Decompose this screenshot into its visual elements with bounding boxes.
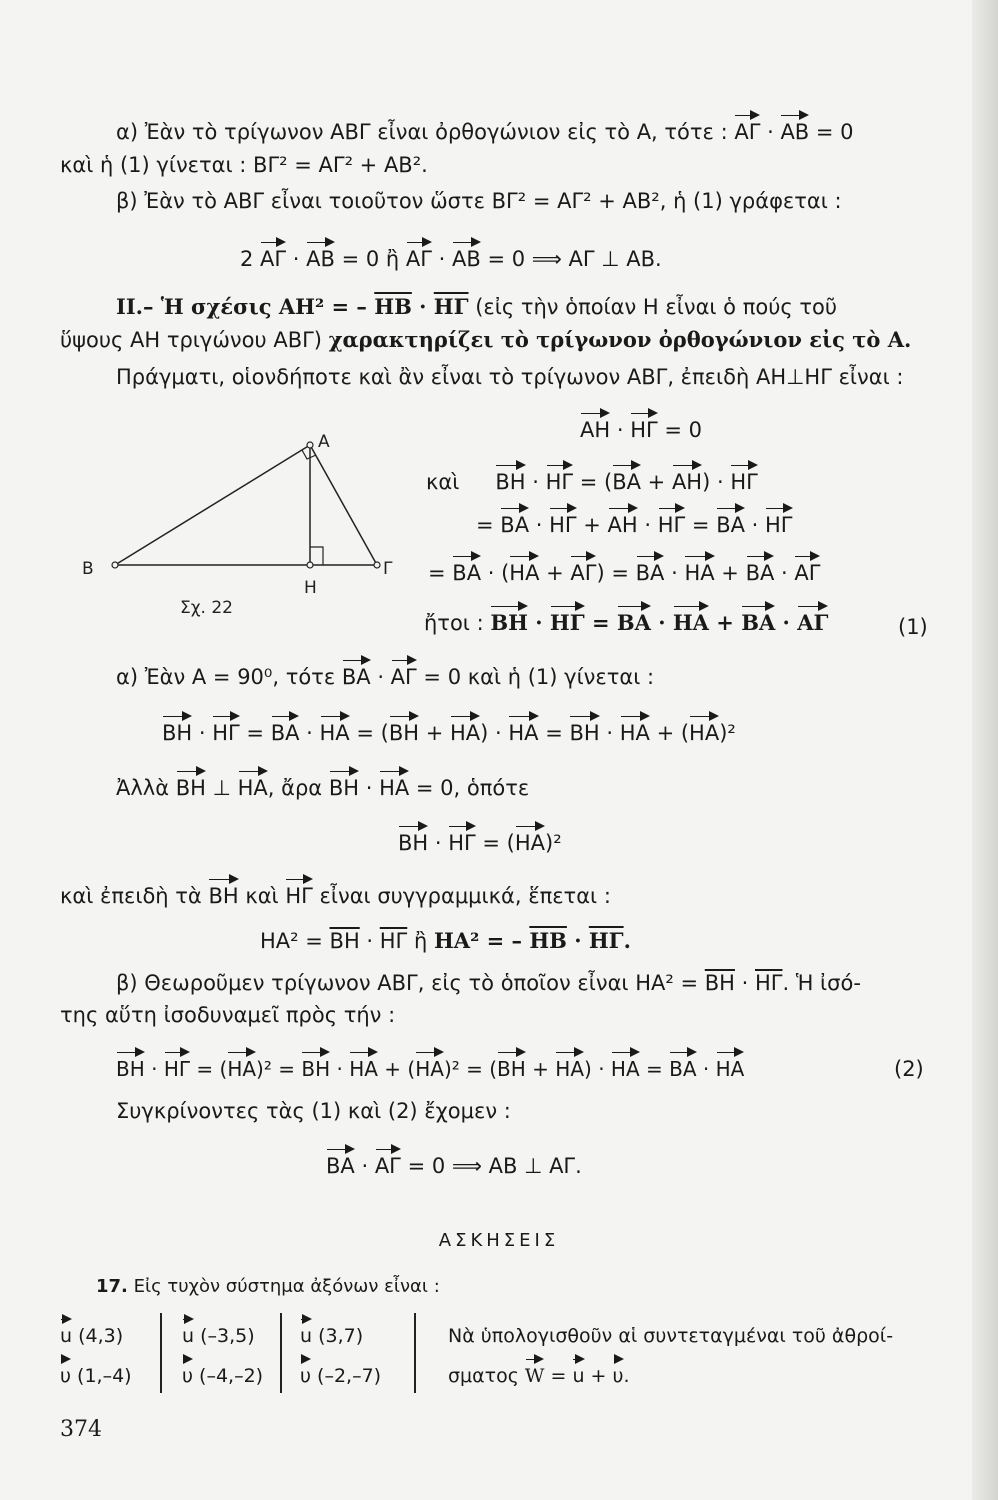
line-case-beta-2: της αὕτη ἰσοδυναμεῖ πρὸς τήν : — [60, 1003, 396, 1027]
line-alpha-2: καὶ ἡ (1) γίνεται : ΒΓ² = ΑΓ² + ΑΒ². — [60, 153, 428, 177]
section-ii-line-2: ὕψους ΑΗ τριγώνου ΑΒΓ) χαρακτηρίζει τὸ τρίγωνον ὀρθογώνιον εἰς τὸ Α. — [60, 327, 912, 352]
label-a: Α — [318, 432, 330, 452]
equation-3: = ΒΑ · ΗΓ + ΑΗ · ΗΓ = ΒΑ · ΗΓ — [476, 513, 793, 537]
line-but: Ἀλλὰ ΒΗ ⊥ ΗΑ, ἄρα ΒΗ · ΗΑ = 0, ὁπότε — [116, 776, 530, 800]
exercises-heading: ΑΣΚΗΣΕΙΣ — [438, 1230, 560, 1251]
page-number: 374 — [60, 1417, 102, 1442]
equation-5: ἤτοι : ΒΗ · ΗΓ = ΒΑ · ΗΑ + ΒΑ · ΑΓ — [424, 610, 829, 635]
point-h — [307, 562, 313, 568]
point-a — [307, 442, 313, 448]
col2-v: υ (–4,–2) — [182, 1365, 264, 1387]
figure-caption: Σχ. 22 — [180, 598, 234, 618]
column-divider-1 — [160, 1313, 162, 1393]
col3-u: u (3,7) — [300, 1325, 364, 1347]
section-ii-line-3: Πράγματι, οἱονδήποτε καὶ ἂν εἶναι τὸ τρίγωνον ΑΒΓ, ἐπειδὴ ΑΗ⊥ΗΓ εἶναι : — [116, 365, 904, 389]
page-gutter-shadow — [972, 0, 998, 1500]
equation-6: ΒΗ · ΗΓ = ΒΑ · ΗΑ = (ΒΗ + ΗΑ) · ΗΑ = ΒΗ · ΗΑ + (ΗΑ)² — [162, 721, 736, 745]
equation-number-2: (2) — [894, 1057, 924, 1081]
section-ii-line-1: II.– Ἡ σχέσις ΑΗ² = – $\overline{HB} \cdot \overline{H\Gamma}$ (εἰς τὴν ὁποίαν Η εἶναι ὁ πούς τοῦ — [116, 294, 837, 319]
equation-7: ΒΗ · ΗΓ = (ΗΑ)² — [398, 831, 562, 855]
point-g — [374, 562, 380, 568]
triangle-figure — [80, 425, 410, 625]
side-ba — [115, 445, 310, 565]
label-h: Η — [304, 578, 317, 598]
exercise-task-1: Νὰ ὑπολογισθοῦν αἱ συντεταγμέναι τοῦ ἀθροί- — [448, 1325, 894, 1347]
col2-u: u (–3,5) — [182, 1325, 255, 1347]
equation-9: ΒΗ · ΗΓ = (ΗΑ)² = ΒΗ · ΗΑ + (ΗΑ)² = (ΒΗ + ΗΑ) · ΗΑ = ΒΑ · ΗΑ — [116, 1057, 745, 1081]
line-alpha-1: α) Ἐὰν τὸ τρίγωνον ΑΒΓ εἶναι ὀρθογώνιον εἰς τὸ Α, τότε : ΑΓ · ΑΒ = 0 — [116, 120, 854, 144]
equation-number-1: (1) — [898, 615, 928, 639]
point-b — [112, 562, 118, 568]
exercise-task-2: σματος W = u + υ. — [448, 1365, 630, 1387]
label-g: Γ — [383, 559, 393, 579]
equation-beta: 2 ΑΓ · ΑΒ = 0 ἢ ΑΓ · ΑΒ = 0 ⟹ ΑΓ ⊥ ΑΒ. — [240, 247, 662, 271]
line-collinear: καὶ ἐπειδὴ τὰ ΒΗ καὶ ΗΓ εἶναι συγγραμμικά, ἕπεται : — [60, 884, 611, 908]
column-divider-2 — [280, 1313, 282, 1393]
col1-v: υ (1,–4) — [60, 1365, 132, 1387]
equation-2: καὶ ΒΗ · ΗΓ = (ΒΑ + ΑΗ) · ΗΓ — [426, 470, 758, 494]
equation-4: = ΒΑ · (ΗΑ + ΑΓ) = ΒΑ · ΗΑ + ΒΑ · ΑΓ — [428, 561, 821, 585]
equation-10: ΒΑ · ΑΓ = 0 ⟹ ΑΒ ⊥ ΑΓ. — [326, 1154, 582, 1178]
col1-u: u (4,3) — [60, 1325, 124, 1347]
label-b: Β — [82, 559, 94, 579]
line-case-alpha: α) Ἐὰν Α = 90⁰, τότε ΒΑ · ΑΓ = 0 καὶ ἡ (1) γίνεται : — [116, 665, 655, 689]
line-compare: Συγκρίνοντες τὰς (1) καὶ (2) ἔχομεν : — [116, 1099, 511, 1123]
equation-8: $HA^2 = \overline{BH} \cdot \overline{H\Gamma}$ ἢ ΗΑ² = – $\overline{HB} \cdot \overline{H\Gamma}$. — [260, 928, 631, 953]
line-case-beta-1: β) Θεωροῦμεν τρίγωνον ΑΒΓ, εἰς τὸ ὁποῖον εἶναι $HA^2 = \overline{BH} \cdot \overline{H\Gamma}$. Ἡ ἰσό- — [116, 971, 861, 995]
column-divider-3 — [414, 1313, 416, 1393]
col3-v: υ (–2,–7) — [300, 1365, 382, 1387]
line-beta-1: β) Ἐὰν τὸ ΑΒΓ εἶναι τοιοῦτον ὥστε ΒΓ² = ΑΓ² + ΑΒ², ἡ (1) γράφεται : — [116, 189, 842, 213]
exercise-17-intro: 17. Εἰς τυχὸν σύστημα ἀξόνων εἶναι : — [96, 1276, 440, 1297]
equation-1: ΑΗ · ΗΓ = 0 — [580, 418, 703, 442]
